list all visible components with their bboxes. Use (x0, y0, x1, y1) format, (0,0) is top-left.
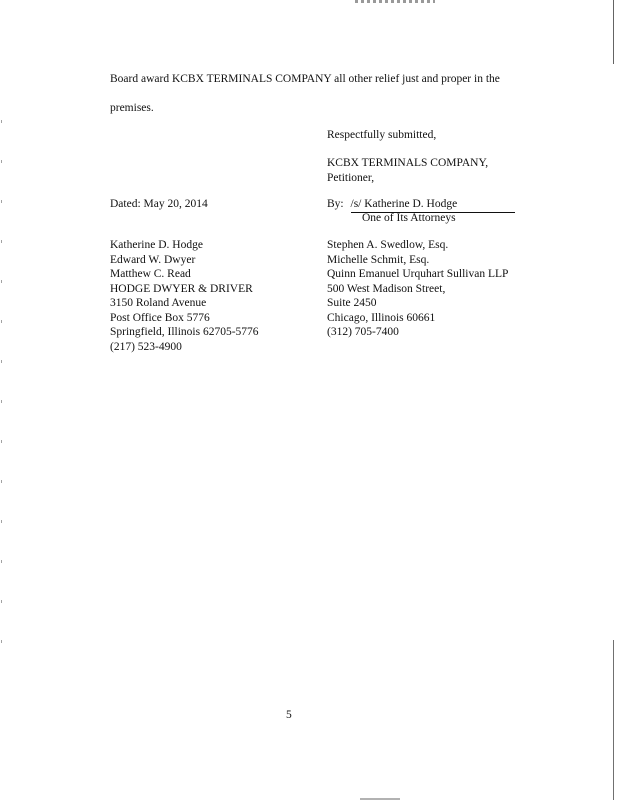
counsel-right-line: (312) 705-7400 (327, 326, 399, 338)
page-number: 5 (286, 709, 292, 721)
counsel-right-line: Quinn Emanuel Urquhart Sullivan LLP (327, 268, 509, 280)
counsel-left-line: Springfield, Illinois 62705-5776 (110, 326, 259, 338)
closing-text: Respectfully submitted, (327, 129, 437, 141)
scan-edge-right (613, 0, 614, 800)
counsel-right-line: Chicago, Illinois 60661 (327, 311, 436, 324)
dated-line: Dated: May 20, 2014 (110, 198, 208, 210)
counsel-right-line: 500 West Madison Street, (327, 282, 446, 295)
counsel-left-line: 3150 Roland Avenue (110, 297, 207, 309)
counsel-left-line: Matthew C. Read (110, 268, 191, 280)
body-paragraph-line-2: premises. (110, 102, 154, 114)
counsel-right-line: Suite 2450 (327, 297, 377, 309)
scan-edge-left (1, 120, 2, 680)
by-prefix: By: (327, 198, 344, 210)
counsel-left-line: (217) 523-4900 (110, 340, 182, 353)
party-role: Petitioner, (327, 172, 375, 184)
signature-title: One of Its Attorneys (362, 212, 456, 224)
counsel-left-line: Post Office Box 5776 (110, 311, 210, 324)
counsel-right-line: Stephen A. Swedlow, Esq. (327, 239, 449, 251)
counsel-left-line: Katherine D. Hodge (110, 239, 203, 251)
counsel-right-block (327, 238, 508, 340)
counsel-right-line: Michelle Schmit, Esq. (327, 253, 430, 266)
signature-text: /s/ Katherine D. Hodge (350, 198, 458, 210)
body-paragraph-line-1: Board award KCBX TERMINALS COMPANY all other relief just and proper in the (110, 73, 500, 85)
party-name: KCBX TERMINALS COMPANY, (327, 157, 489, 169)
counsel-left-line: HODGE DWYER & DRIVER (110, 282, 253, 295)
scan-artifact-top (355, 0, 435, 3)
counsel-left-line: Edward W. Dwyer (110, 253, 196, 266)
counsel-left-block (110, 238, 259, 354)
